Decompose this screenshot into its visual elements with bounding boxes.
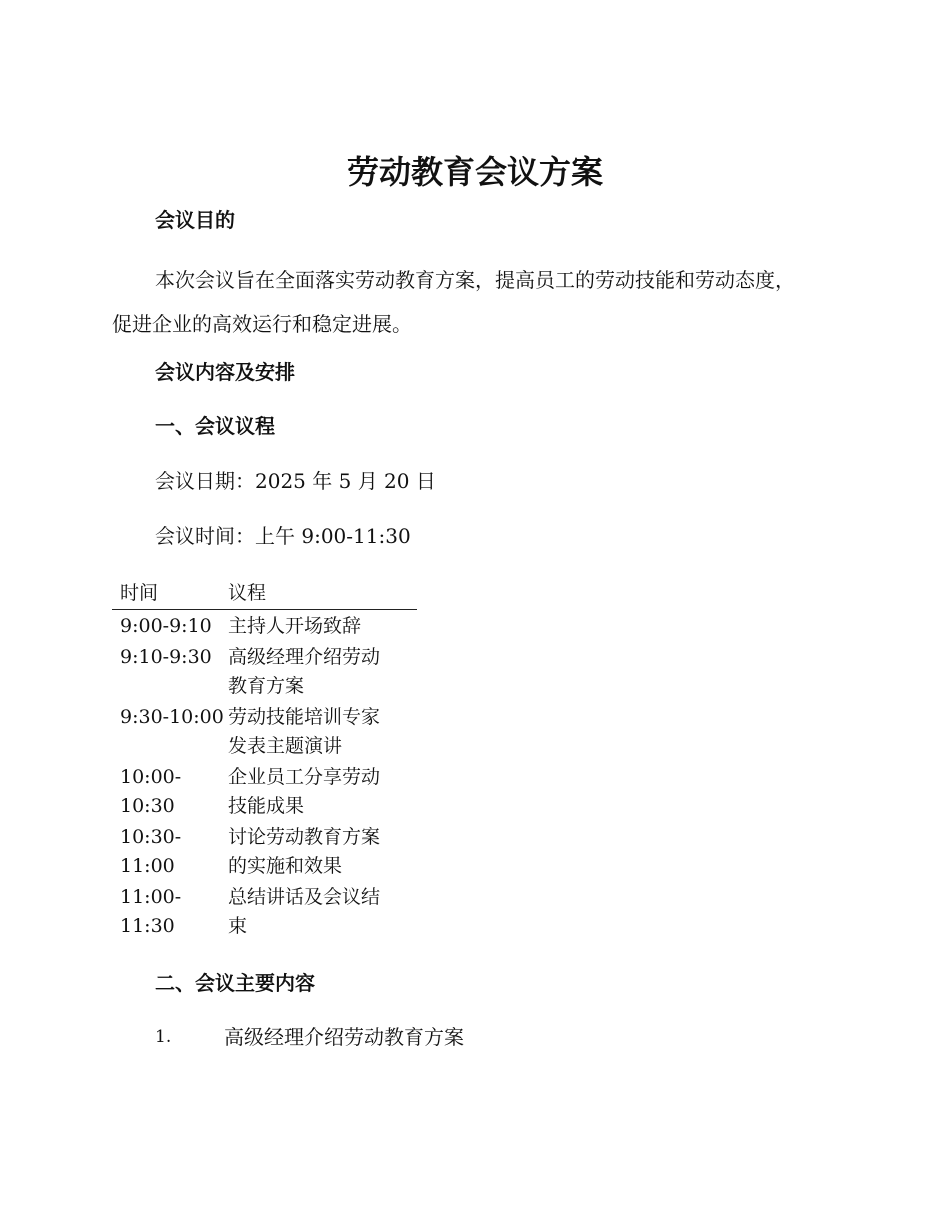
table-cell-time: 9:00-9:10 — [120, 615, 212, 637]
table-row — [112, 883, 417, 941]
table-cell-item: 劳动技能培训专家发表主题演讲 — [228, 706, 381, 757]
table-header-time: 时间 — [120, 582, 159, 604]
meeting-time: 会议时间：上午 9:00-11:30 — [155, 524, 411, 548]
table-cell-item: 高级经理介绍劳动教育方案 — [228, 646, 381, 697]
list-number: 1. — [155, 1027, 172, 1047]
table-cell-time: 10:00-10:30 — [120, 766, 182, 817]
purpose-paragraph: 本次会议旨在全面落实劳动教育方案，提高员工的劳动技能和劳动态度，促进企业的高效运行和稳定进展。 — [112, 268, 795, 336]
purpose-heading: 会议目的 — [155, 208, 235, 232]
table-cell-time: 10:30-11:00 — [120, 826, 182, 877]
meeting-date: 会议日期：2025 年 5 月 20 日 — [155, 469, 436, 493]
table-cell-time: 11:00-11:30 — [120, 886, 182, 937]
table-row — [112, 612, 417, 641]
table-cell-time: 9:10-9:30 — [120, 646, 212, 668]
table-cell-item: 总结讲话及会议结束 — [228, 886, 381, 937]
table-header-item: 议程 — [228, 582, 267, 604]
table-row — [112, 763, 417, 821]
table-cell-item: 企业员工分享劳动技能成果 — [228, 766, 381, 817]
table-cell-time: 9:30-10:00 — [120, 706, 224, 728]
document-title: 劳动教育会议方案 — [346, 153, 603, 191]
table-row — [112, 643, 417, 701]
table-row — [112, 823, 417, 881]
agenda-heading: 一、会议议程 — [155, 414, 275, 438]
agenda-table — [112, 578, 417, 941]
list-text: 高级经理介绍劳动教育方案 — [224, 1025, 464, 1049]
table-cell-item: 主持人开场致辞 — [228, 615, 362, 637]
main-content-heading: 二、会议主要内容 — [155, 971, 315, 995]
table-header-row — [112, 578, 417, 610]
table-row — [112, 703, 417, 761]
content-heading: 会议内容及安排 — [155, 360, 295, 384]
table-cell-item: 讨论劳动教育方案的实施和效果 — [228, 826, 381, 877]
